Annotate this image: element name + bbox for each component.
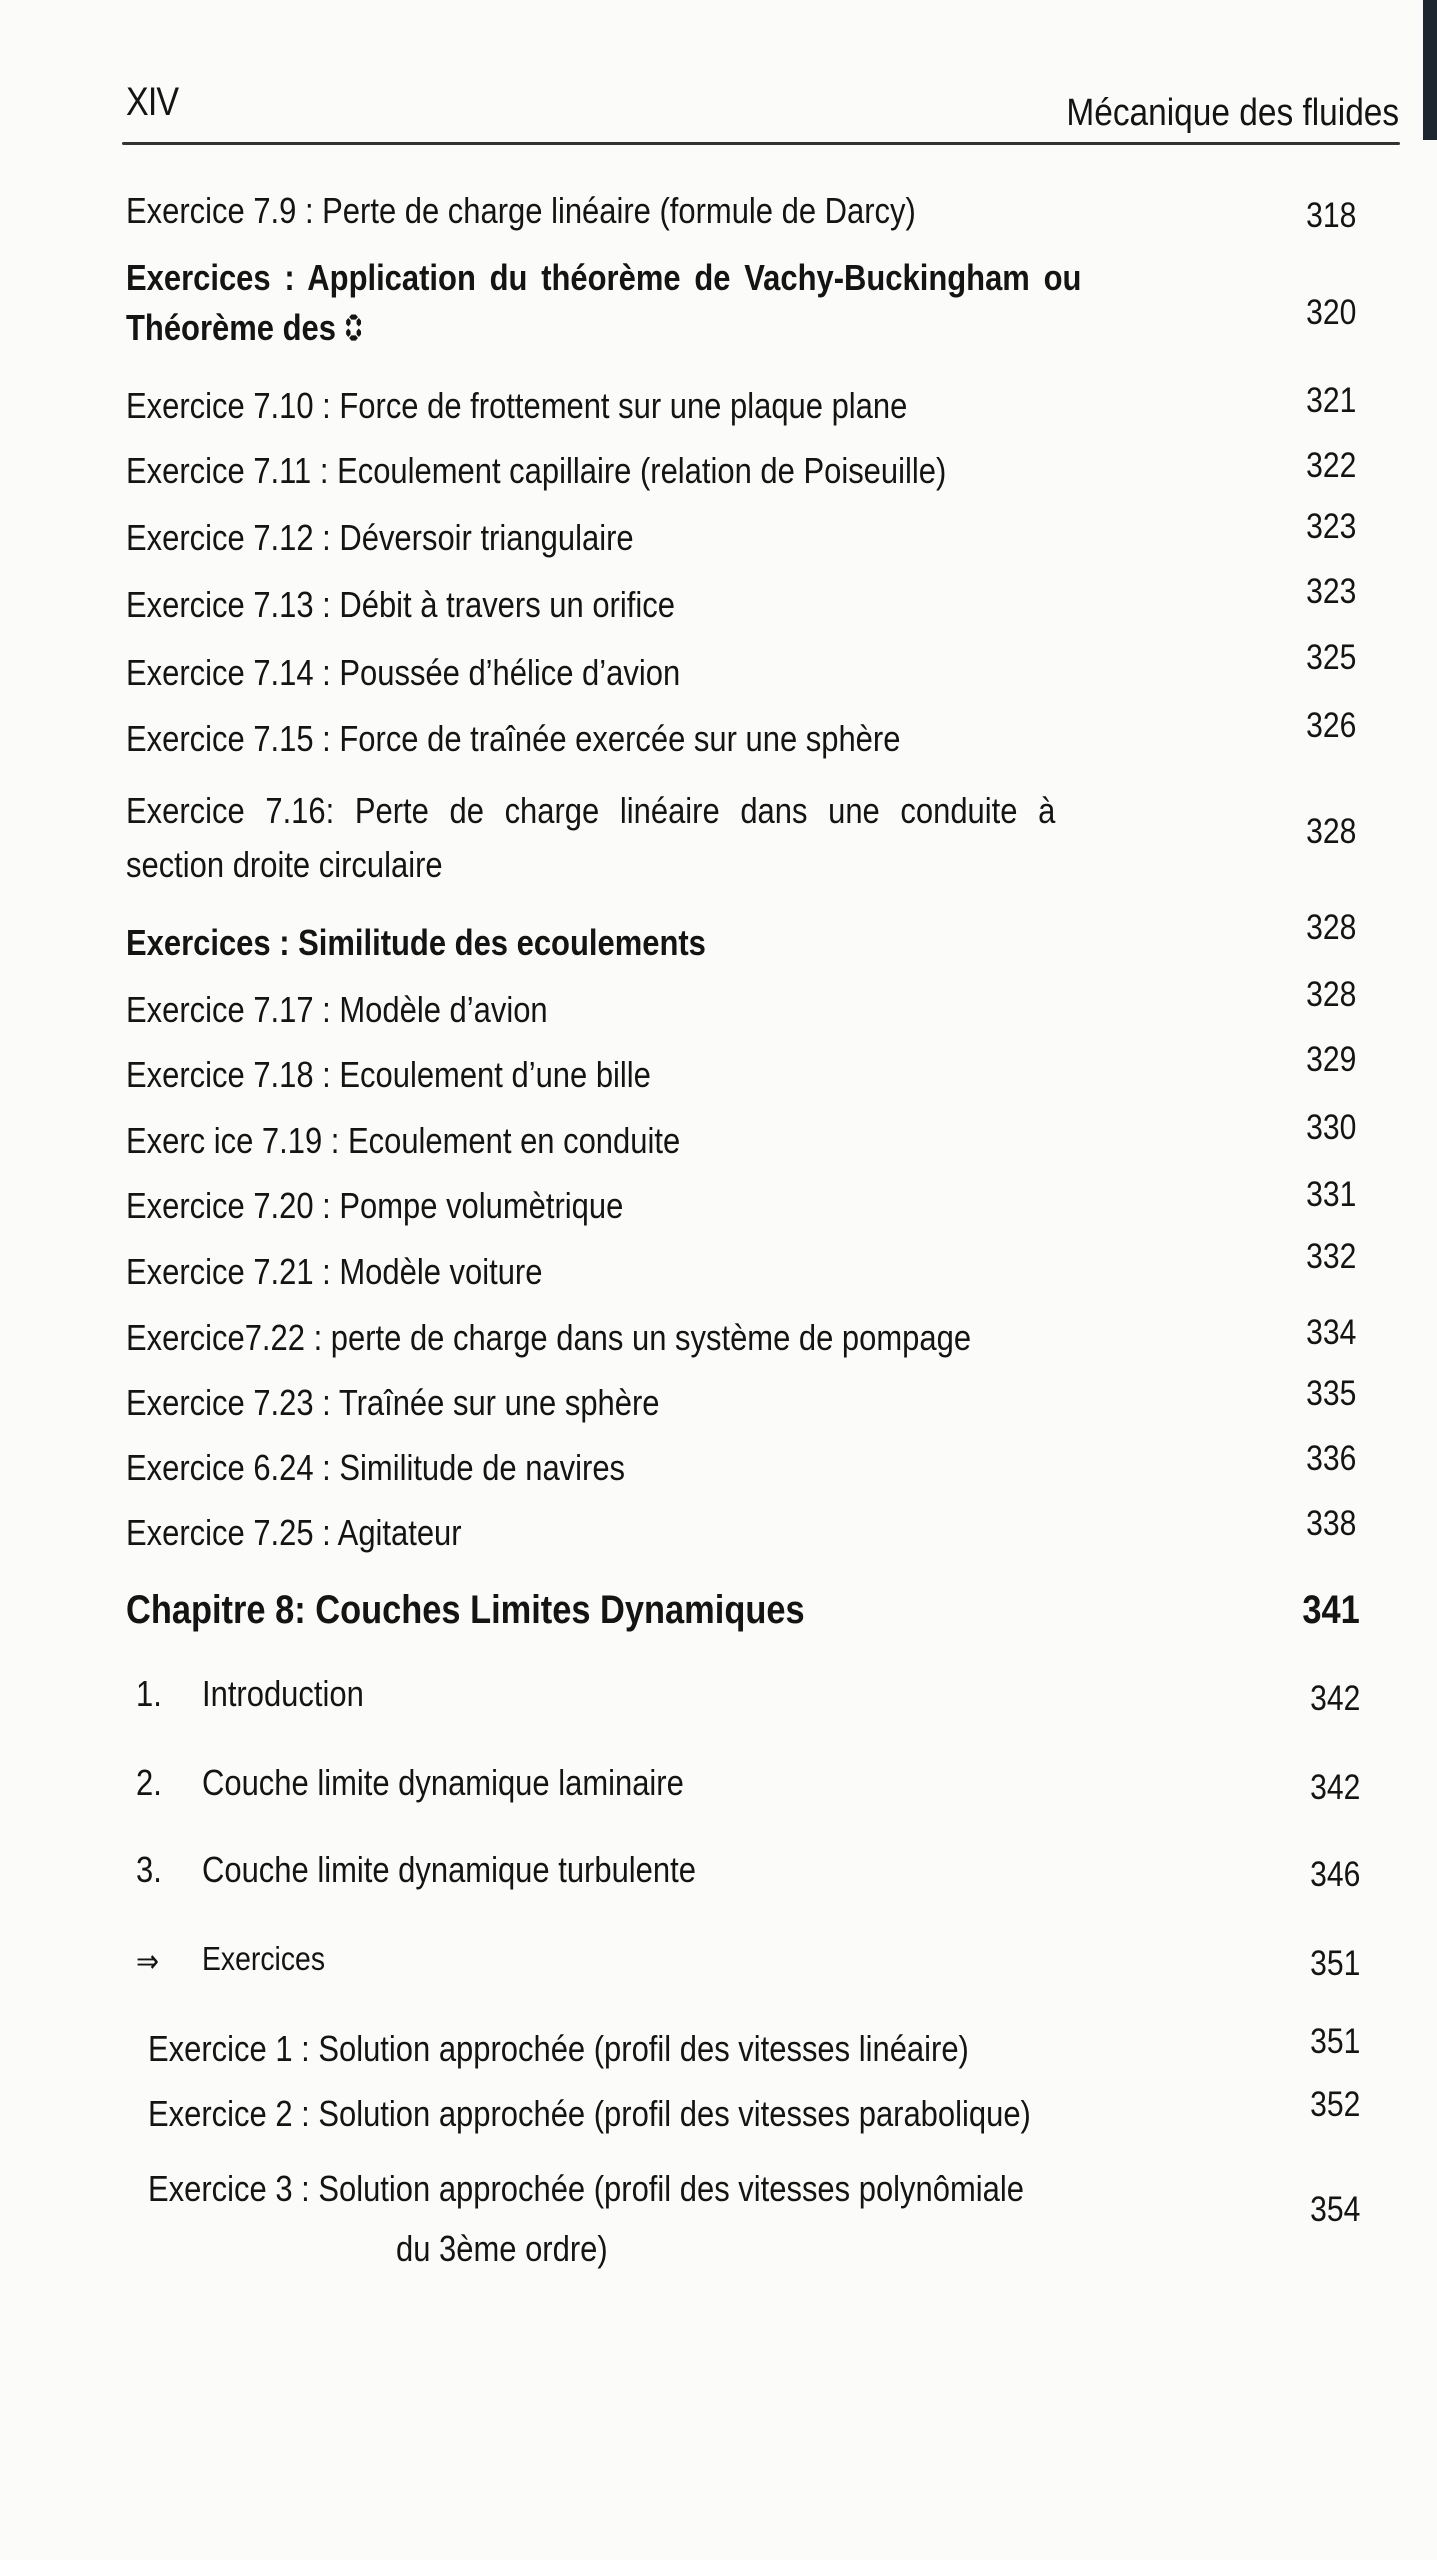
toc-entry-page: 322	[1305, 446, 1356, 485]
section-number: 1.	[136, 1673, 162, 1714]
toc-entry-title: Exercice 7.21 : Modèle voiture	[126, 1251, 543, 1292]
toc-entry-title: Exercice 7.13 : Débit à travers un orifice	[126, 584, 675, 625]
toc-section-title: Exercices : Similitude des ecoulements	[126, 922, 706, 963]
section-title: Couche limite dynamique turbulente	[202, 1849, 696, 1890]
toc-entry-page: 334	[1305, 1313, 1356, 1352]
exercises-heading-page: 351	[1309, 1944, 1360, 1983]
toc-entry-title: Exercice 7.15 : Force de traînée exercée sur une sphère	[126, 718, 901, 759]
toc-entry-page: 335	[1305, 1374, 1356, 1413]
section-page: 346	[1309, 1855, 1360, 1894]
toc-entry-page: 332	[1305, 1237, 1356, 1276]
section-title: Couche limite dynamique laminaire	[202, 1762, 684, 1803]
toc-entry-page: 323	[1305, 507, 1356, 546]
page-edge-shadow	[1423, 0, 1437, 140]
toc-entry-page: 330	[1305, 1108, 1356, 1147]
toc-entry-page: 331	[1305, 1175, 1356, 1214]
toc-entry-page: 336	[1305, 1439, 1356, 1478]
toc-entry-title: Exercice 7.14 : Poussée d’hélice d’avion	[126, 652, 681, 693]
toc-entry-page: 328	[1305, 908, 1356, 947]
toc-entry-page: 328	[1305, 812, 1356, 851]
toc-entry-title: Exercice7.22 : perte de charge dans un système de pompage	[126, 1317, 972, 1358]
section-page: 342	[1309, 1768, 1360, 1807]
toc-entry-page: 338	[1305, 1504, 1356, 1543]
toc-section-title-line2: Théorème des 🯰	[126, 307, 363, 348]
header-page-number: XIV	[126, 80, 179, 124]
toc-entry-title-line1: Exercice 7.16: Perte de charge linéaire dans une conduite à	[126, 790, 1056, 831]
toc-entry-title: Exercice 7.11 : Ecoulement capillaire (relation de Poiseuille)	[126, 450, 947, 491]
exercise-page: 351	[1309, 2022, 1360, 2061]
toc-entry-title: Exercice 7.18 : Ecoulement d’une bille	[126, 1054, 651, 1095]
toc-entry-page: 328	[1305, 975, 1356, 1014]
exercises-heading-title: Exercices	[202, 1940, 326, 1977]
toc-entry-title: Exercice 7.12 : Déversoir triangulaire	[126, 517, 634, 558]
header-book-title: Mécanique des fluides	[1066, 92, 1399, 134]
toc-entry-title: Exercice 7.23 : Traînée sur une sphère	[126, 1382, 660, 1423]
chapter-title: Chapitre 8: Couches Limites Dynamiques	[126, 1588, 805, 1632]
section-number: 3.	[136, 1849, 162, 1890]
section-page: 342	[1309, 1679, 1360, 1718]
toc-entry-title: Exercice 7.25 : Agitateur	[126, 1512, 462, 1553]
toc-section-title-line1: Exercices : Application du théorème de Vachy-Buckingham ou	[126, 257, 1082, 298]
toc-entry-page: 318	[1305, 196, 1356, 235]
toc-entry-title-line2: section droite circulaire	[126, 844, 443, 885]
toc-entry-title: Exercice 6.24 : Similitude de navires	[126, 1447, 626, 1488]
exercise-title-line2: du 3ème ordre)	[396, 2228, 608, 2269]
exercise-title-line1: Exercice 3 : Solution approchée (profil des vitesses polynômiale	[148, 2168, 1024, 2209]
chapter-page: 341	[1302, 1588, 1360, 1632]
section-number: 2.	[136, 1762, 162, 1803]
toc-entry-title: Exerc ice 7.19 : Ecoulement en conduite	[126, 1120, 681, 1161]
toc-entry-page: 323	[1305, 572, 1356, 611]
toc-entry-page: 320	[1305, 293, 1356, 332]
toc-entry-page: 329	[1305, 1040, 1356, 1079]
toc-entry-page: 325	[1305, 638, 1356, 677]
right-double-arrow-icon: ⇒	[136, 1943, 160, 1979]
exercise-page: 354	[1309, 2190, 1360, 2229]
toc-entry-title: Exercice 7.9 : Perte de charge linéaire (formule de Darcy)	[126, 190, 916, 231]
toc-entry-page: 326	[1305, 706, 1356, 745]
toc-entry-page: 321	[1305, 381, 1356, 420]
exercise-title: Exercice 2 : Solution approchée (profil des vitesses parabolique)	[148, 2093, 1031, 2134]
exercise-page: 352	[1309, 2085, 1360, 2124]
header-rule	[122, 142, 1400, 145]
toc-entry-title: Exercice 7.20 : Pompe volumètrique	[126, 1185, 624, 1226]
toc-entry-title: Exercice 7.17 : Modèle d’avion	[126, 989, 548, 1030]
section-title: Introduction	[202, 1673, 364, 1714]
exercise-title: Exercice 1 : Solution approchée (profil des vitesses linéaire)	[148, 2028, 969, 2069]
toc-entry-title: Exercice 7.10 : Force de frottement sur une plaque plane	[126, 385, 908, 426]
